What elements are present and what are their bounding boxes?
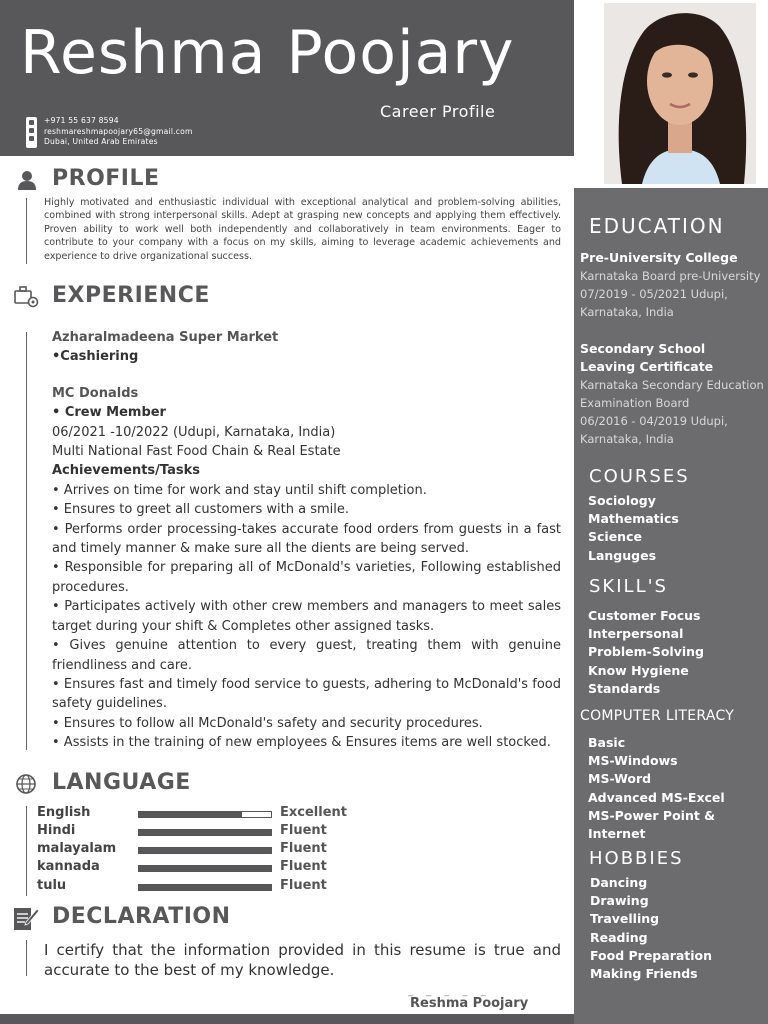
language-name: tulu	[37, 878, 67, 893]
computer-literacy-list	[588, 734, 768, 843]
profile-photo	[604, 3, 756, 184]
hobbies-list	[590, 874, 712, 983]
experience-body	[52, 328, 561, 753]
profile-title: PROFILE	[52, 166, 160, 191]
job-description: Multi National Fast Food Chain & Real Estate	[52, 444, 341, 460]
experience-title: EXPERIENCE	[52, 283, 210, 308]
language-level-bar	[138, 865, 272, 872]
skill-item: Customer Focus	[588, 608, 701, 623]
language-level-fill	[139, 812, 242, 817]
course-item: Sociology	[588, 493, 656, 508]
skill-item: Know Hygiene	[588, 662, 689, 678]
contact-details	[44, 116, 193, 148]
tasks-heading: Achievements/Tasks	[52, 463, 200, 479]
skills-title: SKILL'S	[589, 576, 668, 597]
hobby-item: Reading	[590, 929, 648, 945]
mail-icon	[29, 128, 34, 133]
sidebar	[574, 188, 768, 1024]
education-entry-1	[580, 249, 764, 321]
career-profile-label: Career Profile	[380, 102, 496, 121]
task-item: • Ensures to follow all McDonald's safety and security procedures.	[52, 715, 483, 731]
job-company: Azharalmadeena Super Market	[52, 330, 279, 345]
task-item: • Assists in the training of new employees & Ensures items are well stocked.	[52, 735, 551, 751]
language-row	[37, 859, 377, 877]
briefcase-gear-icon	[14, 285, 40, 309]
skills-list	[588, 607, 704, 698]
profile-divider	[26, 198, 27, 264]
computer-literacy-title: COMPUTER LITERACY	[580, 708, 735, 724]
computer-item: Basic	[588, 735, 626, 750]
education-entry-heading: Secondary School Leaving Certificate	[580, 341, 714, 374]
contact-phone: +971 55 637 8594	[44, 116, 119, 125]
job-company: MC Donalds	[52, 385, 139, 401]
person-icon	[16, 169, 38, 191]
courses-title: COURSES	[589, 466, 690, 487]
education-entry-heading: Pre-University College	[580, 250, 738, 265]
hobby-item: Making Friends	[590, 966, 698, 982]
language-name: Hindi	[37, 823, 76, 838]
course-item: Science	[588, 529, 642, 545]
job-dates: 06/2021 -10/2022 (Udupi, Karnataka, India)	[52, 424, 336, 440]
education-entry-line: Examination Board	[580, 396, 690, 410]
language-level-bar	[138, 829, 272, 836]
language-row	[37, 805, 377, 823]
job-role: •Cashiering	[52, 349, 139, 365]
language-level-bar	[138, 811, 272, 818]
language-level: Fluent	[280, 878, 327, 893]
task-item: • Arrives on time for work and stay until shift completion.	[52, 482, 427, 498]
candidate-name: Reshma Poojary	[20, 18, 515, 88]
job-role: • Crew Member	[52, 405, 166, 421]
skill-item: Interpersonal	[588, 626, 684, 642]
language-level-fill	[139, 848, 271, 853]
computer-item: Advanced MS-Excel	[588, 789, 725, 805]
skill-item: Problem-Solving	[588, 644, 704, 660]
courses-list	[588, 492, 679, 565]
hobby-item: Travelling	[590, 911, 660, 927]
skill-item: Standards	[588, 680, 661, 696]
declaration-title: DECLARATION	[52, 904, 231, 929]
contact-location: Dubai, United Arab Emirates	[44, 137, 158, 146]
contact-icon-strip	[26, 117, 37, 148]
task-item: • Gives genuine attention to every guest, treating them with genuine friendliness and care.	[52, 638, 561, 673]
signature-name: Reshma Poojary	[410, 996, 529, 1011]
contact-email: reshmareshmapoojary65@gmail.com	[44, 126, 193, 136]
task-item: • Ensures fast and timely food service to guests, adhering to McDonald's food safety guidelines.	[52, 676, 561, 712]
language-name: kannada	[37, 859, 100, 874]
language-title: LANGUAGE	[52, 770, 191, 795]
language-level-bar	[138, 884, 272, 891]
language-divider	[26, 806, 27, 896]
language-level: Fluent	[280, 823, 327, 838]
hobbies-title: HOBBIES	[589, 848, 684, 869]
profile-summary: Highly motivated and enthusiastic individual with exceptional analytical and problem-solving abilities, combined with strong interpersonal skills. Adept at grasping new concepts and applying them effectively. Proven ability to work well both independently and collaboratively in team environments. Eager to contribute to your company with a focus on my skills, aiming to leverage academic achievements and experience to drive organizational success.	[44, 197, 561, 262]
language-name: malayalam	[37, 841, 117, 856]
signature-line: _ _ _ _ _	[408, 986, 491, 997]
education-entry-line: 06/2016 - 04/2019 Udupi,	[580, 414, 728, 428]
task-item: • Participates actively with other crew members and managers to meet sales target during your shift & Completes other assigned tasks.	[52, 599, 561, 634]
phone-icon	[29, 120, 34, 125]
language-name: English	[37, 805, 91, 820]
education-entry-line: Karnataka, India	[580, 305, 674, 319]
task-item: • Responsible for preparing all of McDonald's varieties, Following established procedures.	[52, 560, 561, 595]
computer-item: MS-Windows	[588, 753, 678, 769]
language-level: Fluent	[280, 859, 327, 874]
globe-icon	[15, 773, 39, 795]
course-item: Mathematics	[588, 511, 679, 527]
location-pin-icon	[29, 136, 34, 141]
language-row	[37, 841, 377, 859]
language-level: Fluent	[280, 841, 327, 856]
hobby-item: Dancing	[590, 875, 648, 890]
document-pen-icon	[13, 905, 40, 932]
education-entry-line: 07/2019 - 05/2021 Udupi,	[580, 287, 728, 301]
task-item: • Ensures to greet all customers with a smile.	[52, 502, 349, 518]
language-row	[37, 823, 377, 841]
language-level-fill	[139, 830, 271, 835]
task-item: • Performs order processing-takes accurate food orders from guests in a fast and timely manner & make sure all the dients are being served.	[52, 521, 561, 557]
language-level: Excellent	[280, 805, 347, 820]
education-entry-line: Karnataka, India	[580, 432, 674, 446]
computer-item: MS-Word	[588, 771, 652, 787]
education-entry-2	[580, 340, 764, 448]
computer-item: MS-Power Point & Internet	[588, 807, 716, 842]
footer-bar	[0, 1014, 574, 1024]
declaration-divider	[26, 940, 27, 976]
education-entry-line: Karnataka Secondary Education	[580, 378, 764, 392]
education-entry-line: Karnataka Board pre-University	[580, 269, 761, 283]
course-item: Languges	[588, 547, 657, 563]
declaration-text: I certify that the information provided in this resume is true and accurate to the best of my knowledge.	[44, 941, 561, 979]
resume-header	[0, 0, 574, 156]
language-row	[37, 878, 377, 896]
language-level-fill	[139, 866, 271, 871]
education-title: EDUCATION	[589, 214, 725, 238]
hobby-item: Food Preparation	[590, 947, 713, 963]
language-level-fill	[139, 885, 271, 890]
language-level-bar	[138, 847, 272, 854]
hobby-item: Drawing	[590, 893, 649, 909]
experience-divider	[26, 332, 27, 750]
